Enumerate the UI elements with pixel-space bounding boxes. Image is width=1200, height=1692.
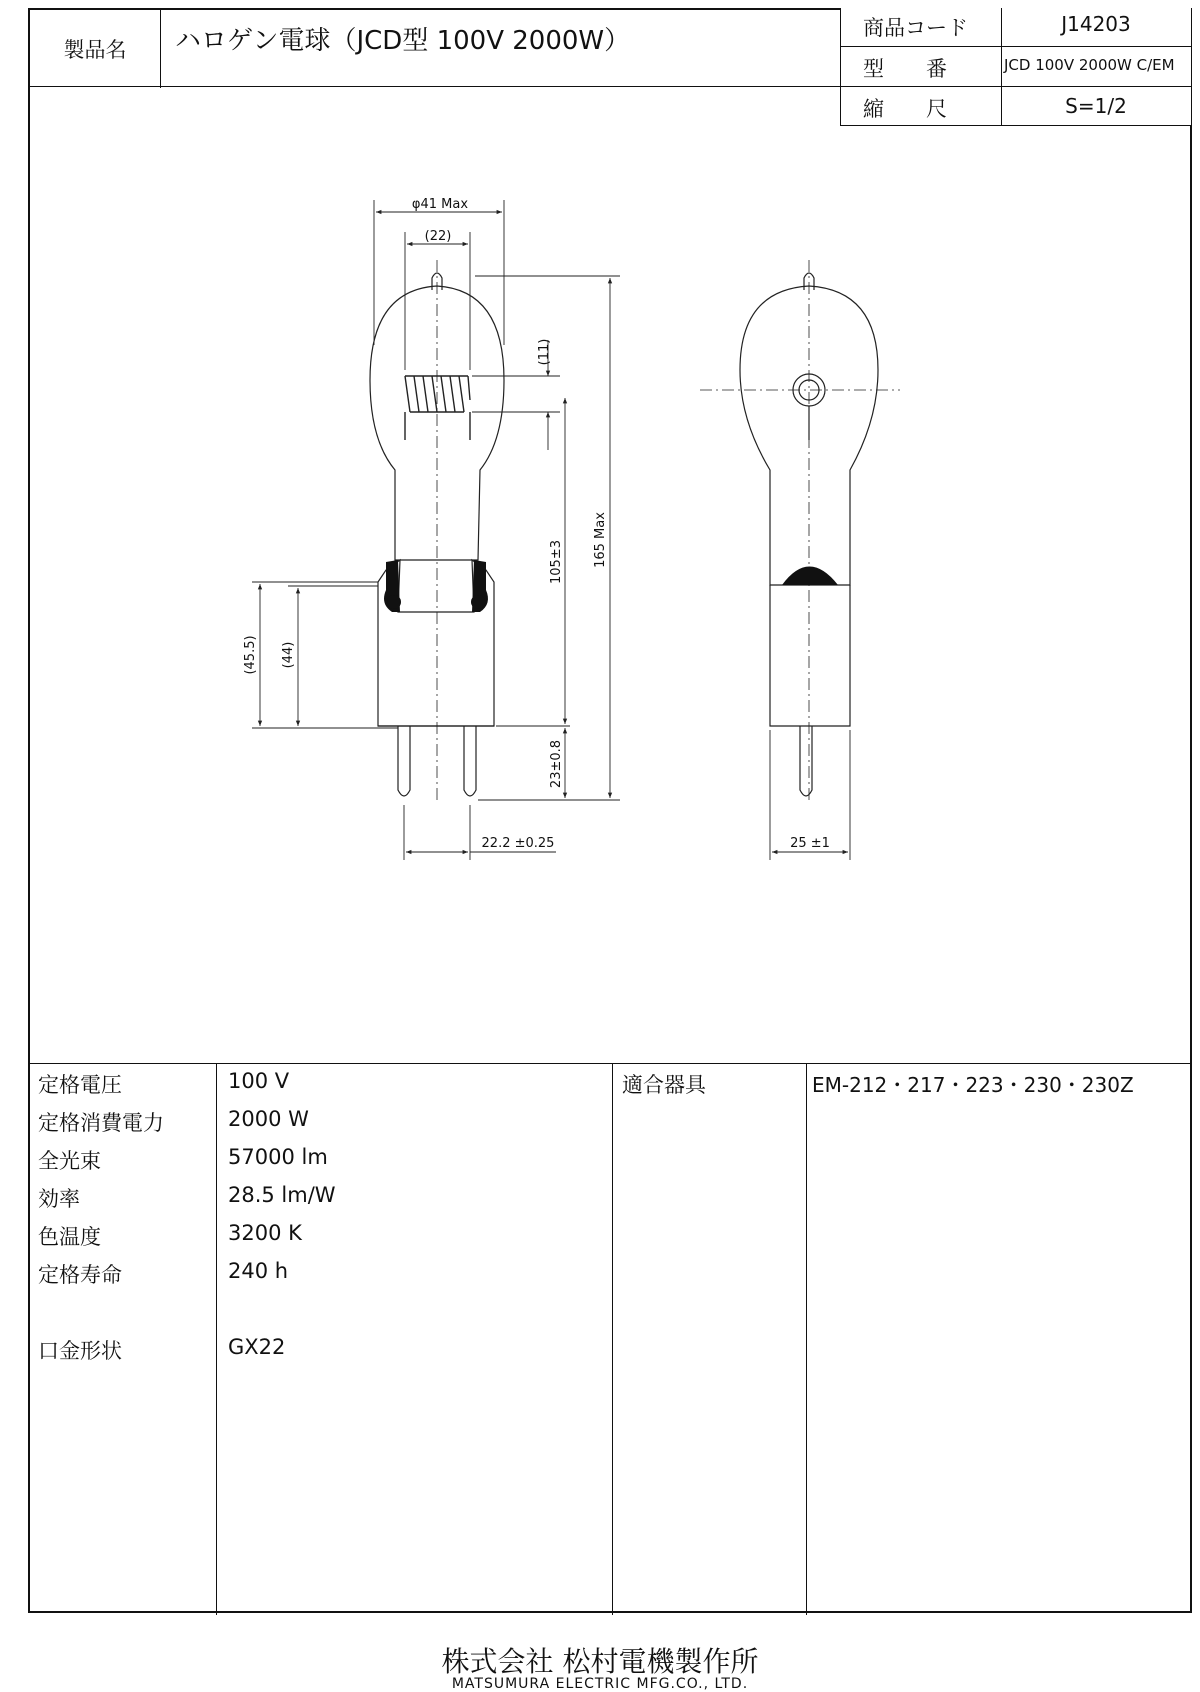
spec-value-base: GX22 [228, 1335, 286, 1359]
model-value: JCD 100V 2000W C/EM [1004, 56, 1175, 74]
spec-label-base: 口金形状 [38, 1339, 122, 1363]
spec-table [28, 1063, 1192, 1615]
company-name-ja: 株式会社 松村電機製作所 [441, 1645, 759, 1678]
spec-value-life: 240 h [228, 1259, 289, 1283]
dim-light-center-length: 105±3 [549, 540, 564, 584]
model-label: 型 番 [863, 57, 947, 81]
spec-label-lumen: 全光束 [38, 1149, 101, 1173]
front-view [370, 260, 504, 800]
spec-value-color-temp: 3200 K [228, 1221, 302, 1245]
spec-value-voltage: 100 V [228, 1069, 290, 1093]
dim-overall-length: 165 Max [593, 512, 608, 568]
dim-pin-length: 23±0.8 [549, 739, 564, 789]
company-name-en: MATSUMURA ELECTRIC MFG.CO., LTD. [451, 1676, 749, 1692]
spec-value-lumen: 57000 lm [228, 1145, 328, 1169]
code-label: 商品コード [863, 16, 968, 40]
dim-base-height-inner: (44) [281, 641, 296, 669]
fixture-label: 適合器具 [622, 1073, 706, 1097]
dim-pin-spacing: 22.2 ±0.25 [481, 836, 555, 851]
dim-diameter: φ41 Max [411, 197, 469, 212]
spec-label-life: 定格寿命 [38, 1263, 122, 1287]
spec-label-power: 定格消費電力 [38, 1111, 164, 1135]
dim-filament-width: (22) [424, 229, 452, 244]
dim-base-height-outer: (45.5) [243, 635, 258, 675]
scale-label: 縮 尺 [863, 97, 947, 121]
scale-value: S=1/2 [1065, 94, 1127, 118]
spec-label-voltage: 定格電圧 [38, 1073, 122, 1097]
spec-value-power: 2000 W [228, 1107, 309, 1131]
dim-filament-height: (11) [537, 338, 552, 366]
side-view [700, 260, 900, 800]
filament-coil [405, 376, 470, 440]
code-value: J14203 [1061, 12, 1131, 36]
spec-label-color-temp: 色温度 [38, 1225, 101, 1249]
fixture-value: EM-212・217・223・230・230Z [812, 1073, 1134, 1097]
side-seal-mark [782, 567, 838, 586]
product-name-label: 製品名 [30, 10, 161, 88]
spec-label-efficiency: 効率 [38, 1187, 80, 1211]
product-name: ハロゲン電球（JCD型 100V 2000W） [175, 26, 631, 56]
dimension-labels [243, 197, 830, 851]
spec-value-efficiency: 28.5 lm/W [228, 1183, 336, 1207]
dim-side-width: 25 ±1 [790, 836, 830, 851]
